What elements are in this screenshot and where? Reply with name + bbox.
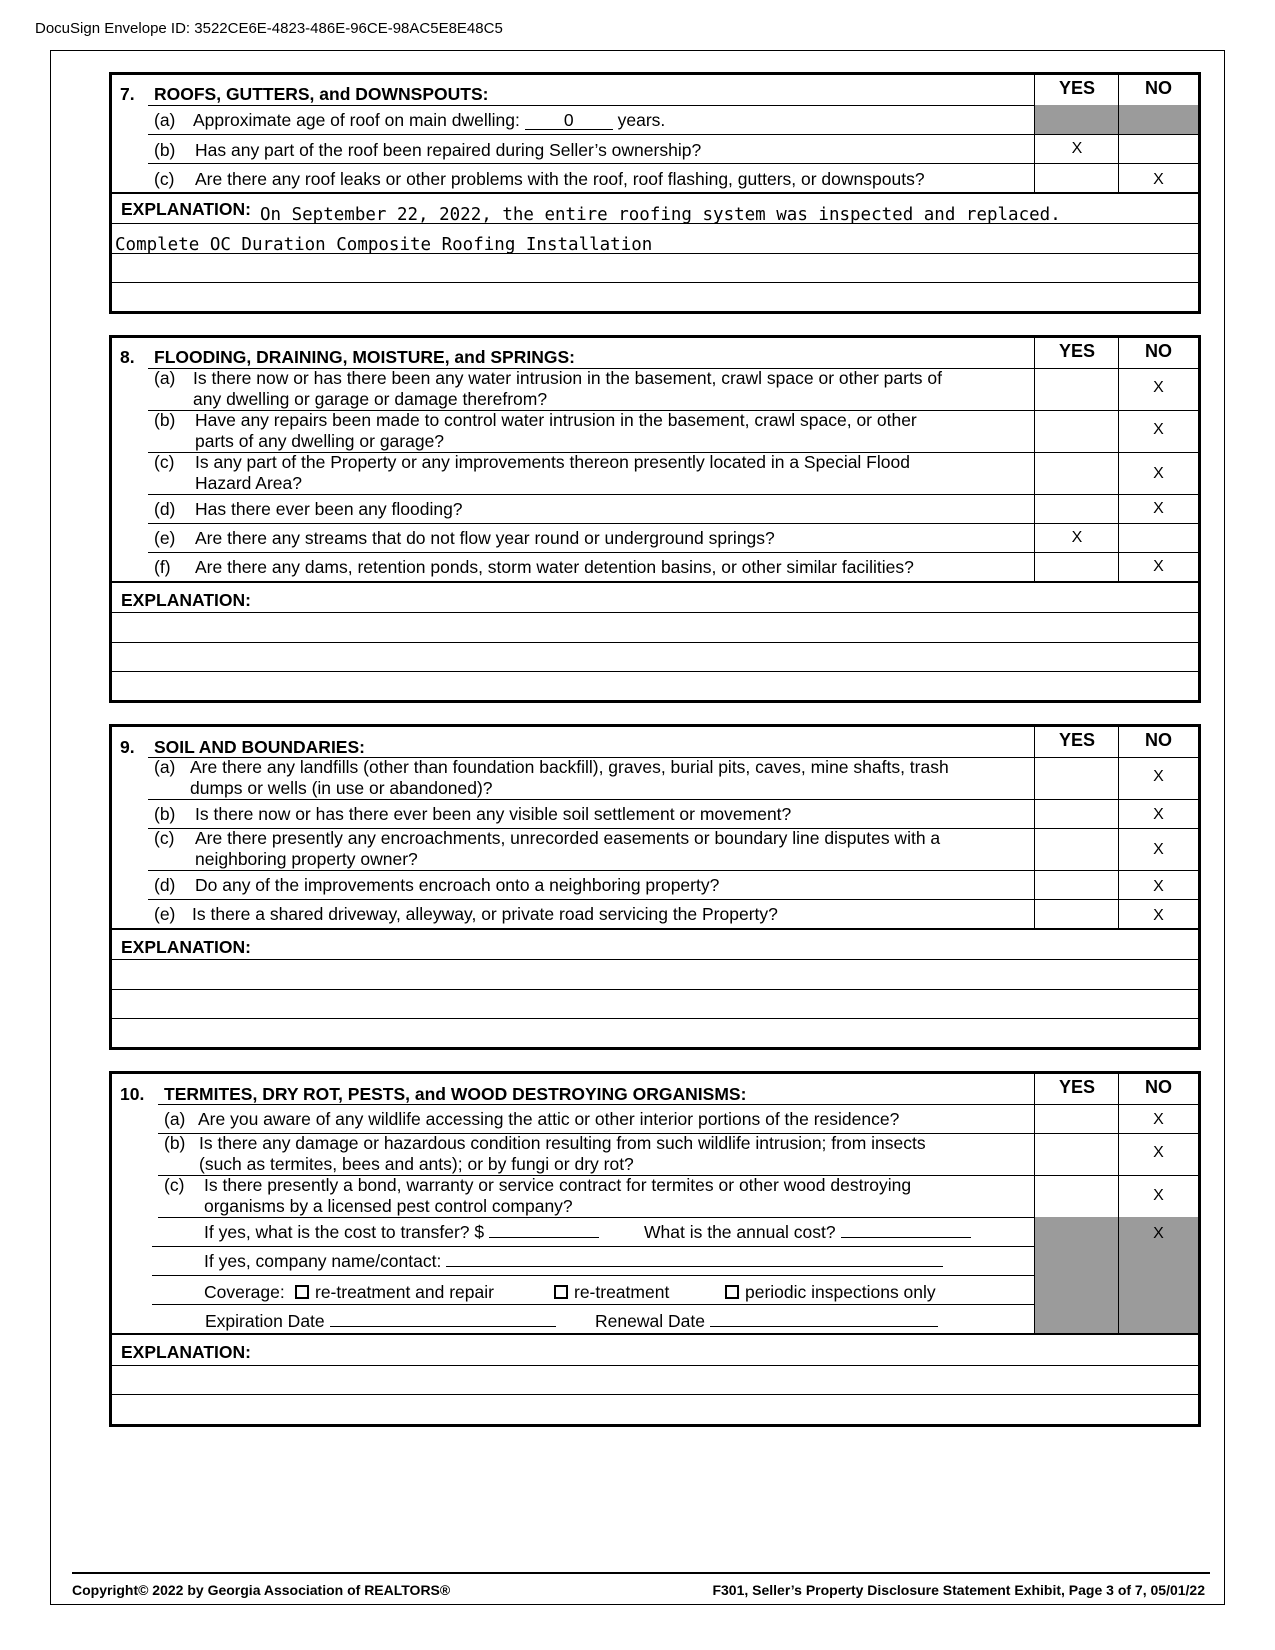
- yes-column-header: YES: [1034, 727, 1119, 757]
- section-10-termites: [109, 1071, 1201, 1427]
- transfer-cost-field[interactable]: [489, 1237, 599, 1238]
- yes-checkbox[interactable]: [1034, 870, 1119, 899]
- yes-cell-shaded: [1034, 1217, 1119, 1246]
- question-text: Is any part of the Property or any improvements thereon presently located in a Special Flood Hazard Area?: [195, 452, 910, 493]
- checkbox-icon[interactable]: [554, 1285, 568, 1299]
- yes-checkbox[interactable]: [1034, 828, 1119, 870]
- dates-row: [112, 1304, 1198, 1333]
- question-text: Are there presently any encroachments, unrecorded easements or boundary line disputes with a neighboring property owner?: [195, 828, 941, 869]
- section-8-header-row: [112, 338, 1198, 368]
- question-8b: (b) Have any repairs been made to control water intrusion in the basement, crawl space, or other parts of any dwelling or garage? X: [112, 410, 1198, 452]
- yes-checkbox[interactable]: [1034, 163, 1119, 192]
- no-checkbox[interactable]: X: [1118, 410, 1198, 452]
- yes-column-header: YES: [1034, 75, 1119, 105]
- no-checkbox[interactable]: [1118, 134, 1198, 163]
- question-text: Has there ever been any flooding?: [195, 499, 463, 519]
- explanation-label: EXPLANATION:: [121, 199, 251, 219]
- yes-checkbox[interactable]: X: [1034, 523, 1119, 552]
- explanation-line-1[interactable]: On September 22, 2022, the entire roofing system was inspected and replaced.: [260, 205, 1061, 225]
- yes-checkbox[interactable]: [1034, 1133, 1119, 1175]
- question-7c: (c) Are there any roof leaks or other problems with the roof, roof flashing, gutters, or downspouts? X: [112, 163, 1198, 192]
- no-checkbox[interactable]: X: [1118, 452, 1198, 494]
- yes-checkbox[interactable]: [1034, 410, 1119, 452]
- yes-checkbox[interactable]: [1034, 494, 1119, 523]
- yes-cell-shaded: [1034, 1246, 1119, 1275]
- question-9a: (a) Are there any landfills (other than foundation backfill), graves, burial pits, caves, mine shafts, trash dumps or wells (in use or abandoned)? X: [112, 757, 1198, 799]
- question-9c: (c) Are there presently any encroachments, unrecorded easements or boundary line disputes with a neighboring property owner? X: [112, 828, 1198, 870]
- section-title: TERMITES, DRY ROT, PESTS, and WOOD DESTROYING ORGANISMS:: [164, 1084, 747, 1104]
- no-checkbox[interactable]: X: [1118, 870, 1198, 899]
- no-checkbox[interactable]: X: [1118, 1104, 1198, 1133]
- question-9d: (d) Do any of the improvements encroach onto a neighboring property? X: [112, 870, 1198, 899]
- yes-cell-shaded: [1034, 1275, 1119, 1304]
- annual-cost-field[interactable]: [841, 1237, 971, 1238]
- question-text: Is there a shared driveway, alleyway, or private road servicing the Property?: [192, 904, 778, 924]
- docusign-envelope-id: DocuSign Envelope ID: 3522CE6E-4823-486E-96CE-98AC5E8E48C5: [35, 20, 503, 37]
- roof-age-field[interactable]: 0: [525, 111, 613, 130]
- section-number: 10.: [120, 1084, 145, 1104]
- no-cell-shaded: [1118, 1304, 1198, 1333]
- coverage-label: Coverage:: [204, 1282, 285, 1302]
- explanation-label: EXPLANATION:: [121, 937, 251, 957]
- renewal-date-label: Renewal Date: [595, 1311, 705, 1331]
- question-10c: (c) Is there presently a bond, warranty or service contract for termites or other wood destroying organisms by a licensed pest control company? X: [112, 1175, 1198, 1217]
- section-title: FLOODING, DRAINING, MOISTURE, and SPRINGS:: [154, 347, 575, 367]
- no-cell-shaded: [1118, 105, 1198, 134]
- question-10a: (a) Are you aware of any wildlife accessing the attic or other interior portions of the residence? X: [112, 1104, 1198, 1133]
- no-checkbox[interactable]: X: [1118, 899, 1198, 928]
- yes-checkbox[interactable]: [1034, 757, 1119, 799]
- section-number: 7.: [120, 84, 135, 104]
- question-8a: (a) Is there now or has there been any water intrusion in the basement, crawl space or other parts of any dwelling or garage or damage therefrom? X: [112, 368, 1198, 410]
- question-8f: (f) Are there any dams, retention ponds, storm water detention basins, or other similar facilities? X: [112, 552, 1198, 581]
- expiration-date-label: Expiration Date: [205, 1311, 325, 1331]
- question-9e: (e) Is there a shared driveway, alleyway, or private road servicing the Property? X: [112, 899, 1198, 928]
- yes-checkbox[interactable]: [1034, 1175, 1119, 1217]
- renewal-date-field[interactable]: [710, 1326, 938, 1327]
- explanation-line-2[interactable]: Complete OC Duration Composite Roofing Installation: [115, 235, 653, 255]
- footer-form-info: F301, Seller’s Property Disclosure Statement Exhibit, Page 3 of 7, 05/01/22: [712, 1582, 1205, 1598]
- no-checkbox[interactable]: X: [1118, 163, 1198, 192]
- no-checkbox[interactable]: X: [1118, 552, 1198, 581]
- question-text: Is there now or has there been any water intrusion in the basement, crawl space or other parts of any dwelling or garage or damage therefrom?: [193, 368, 943, 409]
- question-text: Are there any streams that do not flow year round or underground springs?: [195, 528, 775, 548]
- no-cell-shaded: X: [1118, 1217, 1198, 1246]
- question-8d: (d) Has there ever been any flooding? X: [112, 494, 1198, 523]
- no-column-header: NO: [1118, 1074, 1198, 1104]
- company-contact-row: [112, 1246, 1198, 1275]
- company-label: If yes, company name/contact:: [204, 1251, 442, 1271]
- question-8c: (c) Is any part of the Property or any improvements thereon presently located in a Special Flood Hazard Area? X: [112, 452, 1198, 494]
- no-checkbox[interactable]: [1118, 523, 1198, 552]
- question-text: Are there any landfills (other than foundation backfill), graves, burial pits, caves, mine shafts, trash dumps or wells (in use or abandoned)?: [190, 757, 949, 798]
- yes-checkbox[interactable]: [1034, 368, 1119, 410]
- question-text: Is there presently a bond, warranty or service contract for termites or other wood destroying organisms by a licensed pest control company?: [204, 1175, 912, 1216]
- coverage-row: [112, 1275, 1198, 1304]
- no-column-header: NO: [1118, 727, 1198, 757]
- no-checkbox[interactable]: X: [1118, 368, 1198, 410]
- expiration-date-field[interactable]: [330, 1326, 556, 1327]
- question-10b: (b) Is there any damage or hazardous condition resulting from such wildlife intrusion; from insects (such as termites, bees and ants); or by fungi or dry rot? X: [112, 1133, 1198, 1175]
- question-text: Are there any roof leaks or other problems with the roof, roof flashing, gutters, or downspouts?: [195, 169, 925, 189]
- yes-checkbox[interactable]: X: [1034, 134, 1119, 163]
- section-number: 8.: [120, 347, 135, 367]
- transfer-cost-row: [112, 1217, 1198, 1246]
- question-9b: (b) Is there now or has there ever been any visible soil settlement or movement? X: [112, 799, 1198, 828]
- section-8-flooding: [109, 335, 1201, 703]
- footer-divider: [72, 1572, 1210, 1574]
- yes-checkbox[interactable]: [1034, 1104, 1119, 1133]
- question-7a: (a) Approximate age of roof on main dwelling: 0 years.: [112, 105, 1198, 134]
- no-checkbox[interactable]: X: [1118, 494, 1198, 523]
- no-cell-shaded: [1118, 1246, 1198, 1275]
- question-text: Are there any dams, retention ponds, storm water detention basins, or other similar facilities?: [195, 557, 914, 577]
- question-text: Is there any damage or hazardous condition resulting from such wildlife intrusion; from insects (such as termites, bees and ants); or by fungi or dry rot?: [199, 1133, 926, 1174]
- checkbox-icon[interactable]: [295, 1285, 309, 1299]
- company-field[interactable]: [446, 1266, 943, 1267]
- question-8e: (e) Are there any streams that do not flow year round or underground springs? X: [112, 523, 1198, 552]
- coverage-option-retreatment[interactable]: re-treatment: [554, 1282, 669, 1303]
- section-title: ROOFS, GUTTERS, and DOWNSPOUTS:: [154, 84, 489, 104]
- yes-column-header: YES: [1034, 338, 1119, 368]
- section-9-header-row: [112, 727, 1198, 757]
- explanation-label: EXPLANATION:: [121, 1342, 251, 1362]
- annual-cost-label: What is the annual cost?: [644, 1222, 836, 1242]
- question-text: Has any part of the roof been repaired during Seller’s ownership?: [195, 140, 702, 160]
- no-column-header: NO: [1118, 75, 1198, 105]
- yes-column-header: YES: [1034, 1074, 1119, 1104]
- coverage-option-retreatment-repair[interactable]: re-treatment and repair: [295, 1282, 494, 1303]
- yes-checkbox[interactable]: [1034, 799, 1119, 828]
- yes-checkbox[interactable]: [1034, 899, 1119, 928]
- question-text: Are you aware of any wildlife accessing the attic or other interior portions of the residence?: [198, 1109, 900, 1129]
- transfer-cost-label: If yes, what is the cost to transfer? $: [204, 1222, 485, 1242]
- yes-checkbox[interactable]: [1034, 552, 1119, 581]
- yes-cell-shaded: [1034, 105, 1119, 134]
- question-text: Approximate age of roof on main dwelling:: [193, 110, 520, 130]
- no-checkbox[interactable]: X: [1118, 1175, 1198, 1217]
- section-9-soil: [109, 724, 1201, 1050]
- no-cell-shaded: [1118, 1275, 1198, 1304]
- section-title: SOIL AND BOUNDARIES:: [154, 737, 365, 757]
- explanation-label: EXPLANATION:: [121, 590, 251, 610]
- footer-copyright: Copyright© 2022 by Georgia Association of REALTORS®: [72, 1582, 451, 1598]
- question-text: Do any of the improvements encroach onto a neighboring property?: [195, 875, 720, 895]
- no-column-header: NO: [1118, 338, 1198, 368]
- section-number: 9.: [120, 737, 135, 757]
- section-7-roofs: [109, 72, 1201, 314]
- question-7b: (b) Has any part of the roof been repaired during Seller’s ownership? X: [112, 134, 1198, 163]
- no-checkbox[interactable]: X: [1118, 1133, 1198, 1175]
- yes-checkbox[interactable]: [1034, 452, 1119, 494]
- section-7-header-row: [112, 75, 1198, 105]
- no-checkbox[interactable]: X: [1118, 757, 1198, 799]
- yes-cell-shaded: [1034, 1304, 1119, 1333]
- section-10-header-row: [112, 1074, 1198, 1104]
- question-text: Have any repairs been made to control water intrusion in the basement, crawl space, or other parts of any dwelling or garage?: [195, 410, 917, 451]
- checkbox-icon[interactable]: [725, 1285, 739, 1299]
- no-checkbox[interactable]: X: [1118, 799, 1198, 828]
- coverage-option-periodic-inspections[interactable]: periodic inspections only: [725, 1282, 936, 1303]
- no-checkbox[interactable]: X: [1118, 828, 1198, 870]
- question-text: Is there now or has there ever been any visible soil settlement or movement?: [195, 804, 792, 824]
